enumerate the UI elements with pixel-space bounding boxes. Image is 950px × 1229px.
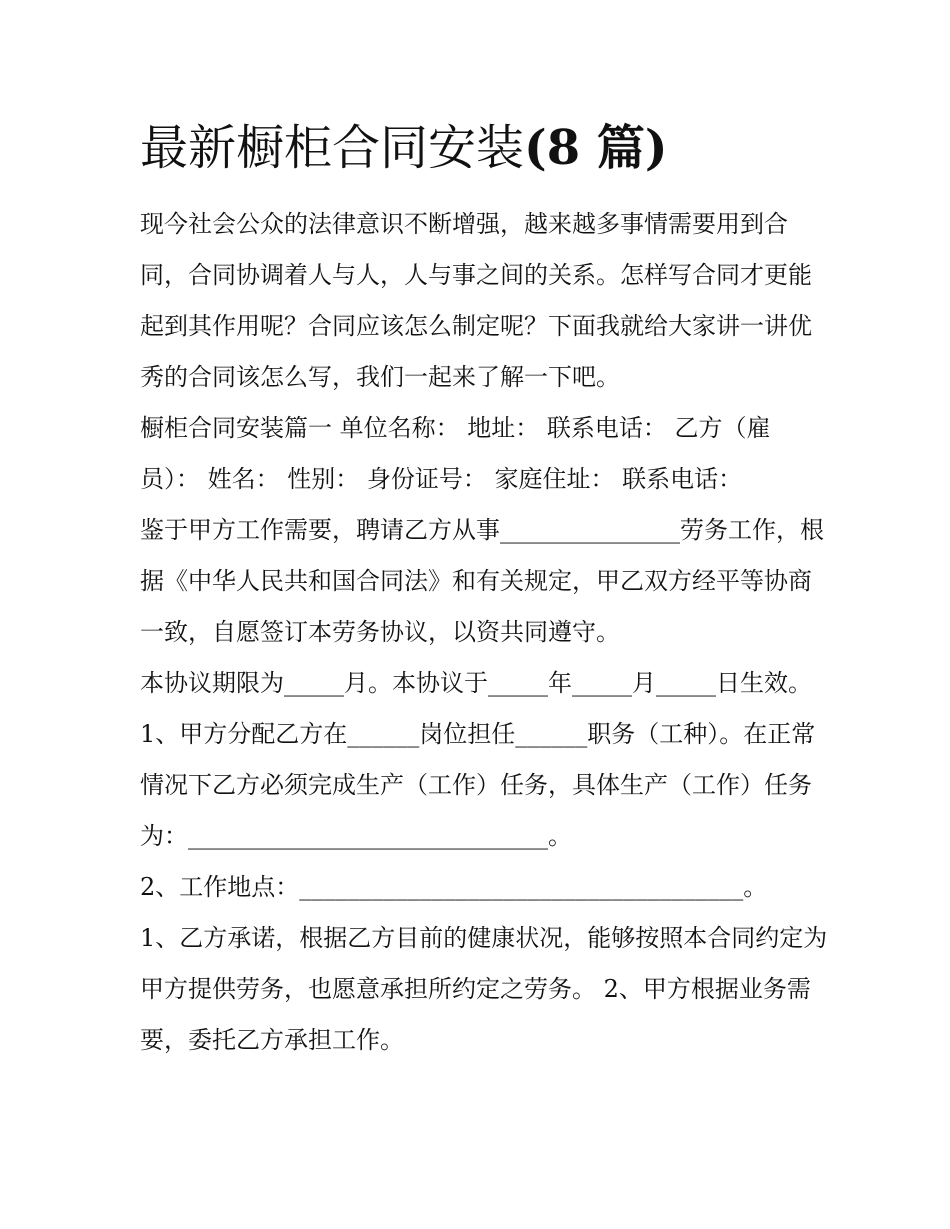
paragraph-intro: 现今社会公众的法律意识不断增强，越来越多事情需要用到合同，合同协调着人与人，人与事之间的关系。怎样写合同才更能起到其作用呢？合同应该怎么制定呢？下面我就给大家讲一讲优秀的合同该怎么写，我们一起来了解一下吧。 [140, 210, 812, 391]
title-suffix: (8 篇) [524, 120, 668, 176]
page-title [140, 118, 830, 178]
document-body [140, 199, 830, 1066]
paragraph-term: 本协议期限为_____月。本协议于_____年_____月_____日生效。 [140, 669, 812, 697]
title-main: 最新橱柜合同安装 [140, 120, 525, 176]
paragraph-clause-1: 1、甲方分配乙方在______岗位担任______职务（工种）。在正常情况下乙方必须完成生产（工作）任务，具体生产（工作）任务为：______________________________。 [140, 720, 816, 850]
paragraph-clause-2: 2、工作地点：_____________________________________。 [140, 873, 768, 901]
paragraph-party-info: 橱柜合同安装篇一 单位名称： 地址： 联系电话： 乙方（雇员）： 姓名： 性别： 身份证号： 家庭住址： 联系电话： [140, 414, 771, 493]
paragraph-commitment: 1、乙方承诺，根据乙方目前的健康状况，能够按照本合同约定为甲方提供劳务，也愿意承担所约定之劳务。 2、甲方根据业务需要，委托乙方承担工作。 [140, 924, 828, 1054]
paragraph-purpose: 鉴于甲方工作需要，聘请乙方从事_______________劳务工作，根据《中华人民共和国合同法》和有关规定，甲乙双方经平等协商一致，自愿签订本劳务协议，以资共同遵守。 [140, 516, 824, 646]
